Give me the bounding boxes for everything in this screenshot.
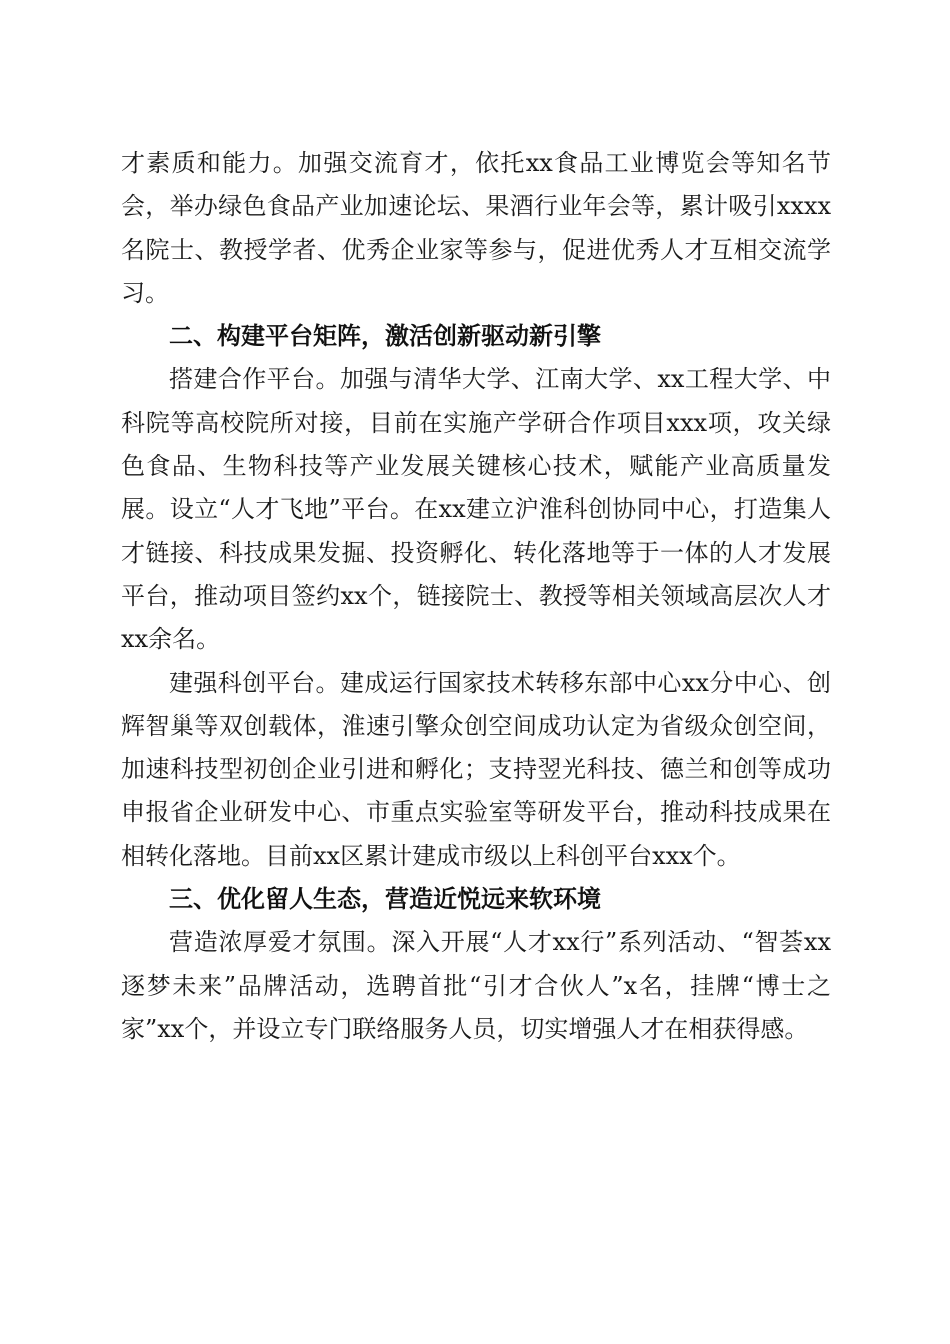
document-body bbox=[121, 142, 831, 1051]
section-2-paragraph-1: 搭建合作平台。加强与清华大学、江南大学、xx工程大学、中科院等高校院所对接，目前在实施产学研合作项目xxx项，攻关绿色食品、生物科技等产业发展关键核心技术，赋能产业高质量发展。设立“人才飞地”平台。在xx建立沪淮科创协同中心，打造集人才链接、科技成果发掘、投资孵化、转化落地等于一体的人才发展平台，推动项目签约xx个，链接院士、教授等相关领域高层次人才xx余名。 bbox=[121, 365, 831, 654]
paragraph-continuation: 才素质和能力。加强交流育才，依托xx食品工业博览会等知名节会，举办绿色食品产业加速论坛、果酒行业年会等，累计吸引xxxx名院士、教授学者、优秀企业家等参与，促进优秀人才互相交流学习。 bbox=[121, 149, 831, 307]
section-heading-3: 三、优化留人生态，营造近悦远来软环境 bbox=[169, 885, 601, 914]
section-3-paragraph-1: 营造浓厚爱才氛围。深入开展“人才xx行”系列活动、“智荟xx逐梦未来”品牌活动，选聘首批“引才合伙人”x名，挂牌“博士之家”xx个，并设立专门联络服务人员，切实增强人才在相获得感。 bbox=[121, 928, 831, 1043]
section-2-paragraph-2: 建强科创平台。建成运行国家技术转移东部中心xx分中心、创辉智巢等双创载体，淮速引擎众创空间成功认定为省级众创空间，加速科技型初创企业引进和孵化；支持翌光科技、德兰和创等成功申报省企业研发中心、市重点实验室等研发平台，推动科技成果在相转化落地。目前xx区累计建成市级以上科创平台xxx个。 bbox=[121, 668, 831, 870]
section-heading-2: 二、构建平台矩阵，激活创新驱动新引擎 bbox=[169, 322, 601, 351]
